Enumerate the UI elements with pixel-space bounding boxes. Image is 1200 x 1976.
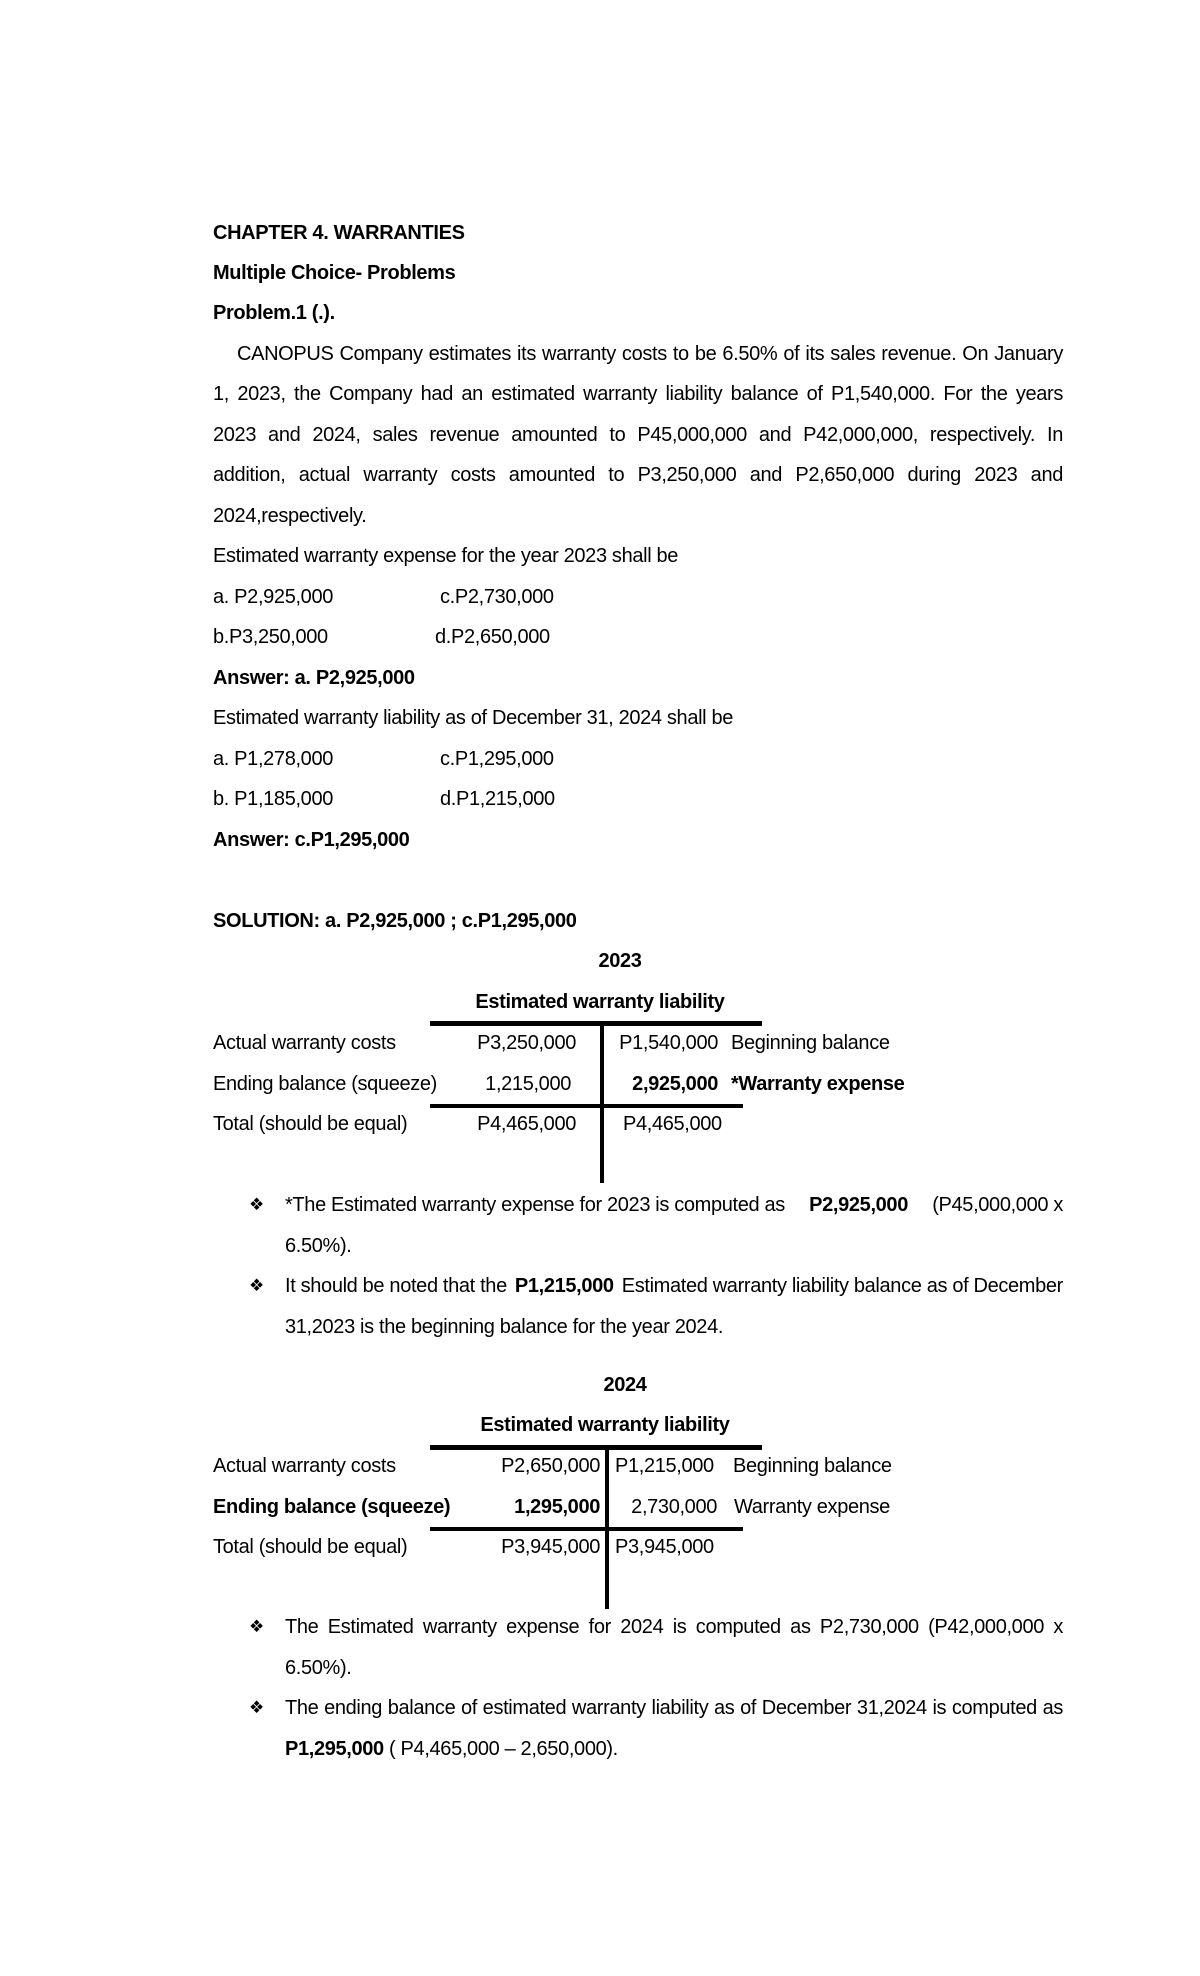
note-1-bold: P2,925,000 bbox=[809, 1194, 908, 1216]
t1-year: 2023 bbox=[598, 950, 642, 972]
problem-paragraph-line-5: 2024,respectively. bbox=[213, 505, 367, 527]
t1-row1-credit: P1,540,000 bbox=[619, 1032, 718, 1054]
t1-row2-debit: 1,215,000 bbox=[485, 1073, 571, 1095]
note-1-line-1 bbox=[285, 1192, 1063, 1218]
t2-row1-right: Beginning balance bbox=[733, 1455, 892, 1477]
t1-row2-label: Ending balance (squeeze) bbox=[213, 1073, 437, 1095]
t1-row3-debit: P4,465,000 bbox=[477, 1113, 576, 1135]
t2-title: Estimated warranty liability bbox=[480, 1414, 730, 1436]
q1-option-b: b.P3,250,000 bbox=[213, 626, 328, 648]
t1-row1-label: Actual warranty costs bbox=[213, 1032, 396, 1054]
problem-paragraph-line-1: CANOPUS Company estimates its warranty costs to be 6.50% of its sales revenue. On January bbox=[237, 343, 1063, 365]
note-2-line-1 bbox=[285, 1273, 1063, 1299]
q2-option-a: a. P1,278,000 bbox=[213, 748, 334, 770]
solution-label: SOLUTION bbox=[213, 910, 314, 932]
q2-option-c: c.P1,295,000 bbox=[440, 748, 554, 770]
note-1-post: (P45,000,000 x bbox=[932, 1194, 1063, 1216]
note-4-line-2 bbox=[285, 1736, 618, 1762]
chapter-title: CHAPTER 4. WARRANTIES bbox=[213, 222, 465, 244]
q2-option-d: d.P1,215,000 bbox=[440, 788, 555, 810]
note-1-pre: *The Estimated warranty expense for 2023 is computed as bbox=[285, 1194, 785, 1216]
problem-heading: Problem.1 (.). bbox=[213, 302, 335, 324]
t2-total-rule bbox=[430, 1527, 743, 1531]
t2-row1-label: Actual warranty costs bbox=[213, 1455, 396, 1477]
q1-option-c: c.P2,730,000 bbox=[440, 586, 554, 608]
t1-row3-label: Total (should be equal) bbox=[213, 1113, 408, 1135]
t2-row1-debit: P2,650,000 bbox=[501, 1455, 600, 1477]
note-2-post: Estimated warranty liability balance as of December bbox=[621, 1275, 1063, 1297]
question-2: Estimated warranty liability as of December 31, 2024 shall be bbox=[213, 707, 734, 729]
problem-paragraph-line-3: 2023 and 2024, sales revenue amounted to P45,000,000 and P42,000,000, respectively. In bbox=[213, 424, 1063, 446]
t1-row3-credit: P4,465,000 bbox=[623, 1113, 722, 1135]
bullet-diamond-icon: ❖ bbox=[249, 1617, 265, 1636]
t2-top-rule bbox=[430, 1445, 762, 1450]
t2-row2-debit: 1,295,000 bbox=[514, 1496, 600, 1518]
note-4-bold: P1,295,000 bbox=[285, 1738, 384, 1760]
t2-row3-credit: P3,945,000 bbox=[615, 1536, 714, 1558]
problem-paragraph-line-4: addition, actual warranty costs amounted to P3,250,000 and P2,650,000 during 2023 and bbox=[213, 464, 1063, 486]
t2-row2-right: Warranty expense bbox=[734, 1496, 890, 1518]
bullet-diamond-icon: ❖ bbox=[249, 1698, 265, 1717]
t2-row2-label: Ending balance (squeeze) bbox=[213, 1496, 451, 1518]
note-4-post: ( P4,465,000 – 2,650,000). bbox=[383, 1738, 618, 1760]
t1-title: Estimated warranty liability bbox=[475, 991, 725, 1013]
q1-option-a: a. P2,925,000 bbox=[213, 586, 334, 608]
section-subtitle: Multiple Choice- Problems bbox=[213, 262, 456, 284]
solution-answers: : a. P2,925,000 ; c.P1,295,000 bbox=[313, 910, 577, 932]
solution-line bbox=[213, 908, 577, 934]
note-3-line-1: The Estimated warranty expense for 2024 is computed as P2,730,000 (P42,000,000 x bbox=[285, 1616, 1063, 1638]
bullet-diamond-icon: ❖ bbox=[249, 1195, 265, 1214]
t2-row1-credit: P1,215,000 bbox=[615, 1455, 714, 1477]
t2-row3-label: Total (should be equal) bbox=[213, 1536, 408, 1558]
note-2-line-2: 31,2023 is the beginning balance for the year 2024. bbox=[285, 1316, 724, 1338]
bullet-diamond-icon: ❖ bbox=[249, 1276, 265, 1295]
t1-top-rule bbox=[430, 1021, 762, 1026]
t1-total-rule bbox=[430, 1104, 743, 1108]
note-1-line-2: 6.50%). bbox=[285, 1235, 352, 1257]
t2-row2-credit: 2,730,000 bbox=[631, 1496, 717, 1518]
q1-option-d: d.P2,650,000 bbox=[435, 626, 550, 648]
note-2-bold: P1,215,000 bbox=[514, 1275, 614, 1297]
t1-row2-credit: 2,925,000 bbox=[632, 1073, 718, 1095]
t2-year: 2024 bbox=[603, 1374, 647, 1396]
question-1: Estimated warranty expense for the year 2023 shall be bbox=[213, 545, 679, 567]
t2-row3-debit: P3,945,000 bbox=[501, 1536, 600, 1558]
note-4-line-1: The ending balance of estimated warranty liability as of December 31,2024 is computed as bbox=[285, 1697, 1063, 1719]
t1-row2-right: *Warranty expense bbox=[731, 1073, 905, 1095]
problem-paragraph-line-2: 1, 2023, the Company had an estimated warranty liability balance of P1,540,000. For the years bbox=[213, 383, 1063, 405]
q2-answer: Answer: c.P1,295,000 bbox=[213, 829, 410, 851]
t1-row1-debit: P3,250,000 bbox=[477, 1032, 576, 1054]
t1-row1-right: Beginning balance bbox=[731, 1032, 890, 1054]
note-3-line-2: 6.50%). bbox=[285, 1657, 352, 1679]
q2-option-b: b. P1,185,000 bbox=[213, 788, 334, 810]
note-2-pre: It should be noted that the bbox=[285, 1275, 507, 1297]
q1-answer: Answer: a. P2,925,000 bbox=[213, 667, 415, 689]
